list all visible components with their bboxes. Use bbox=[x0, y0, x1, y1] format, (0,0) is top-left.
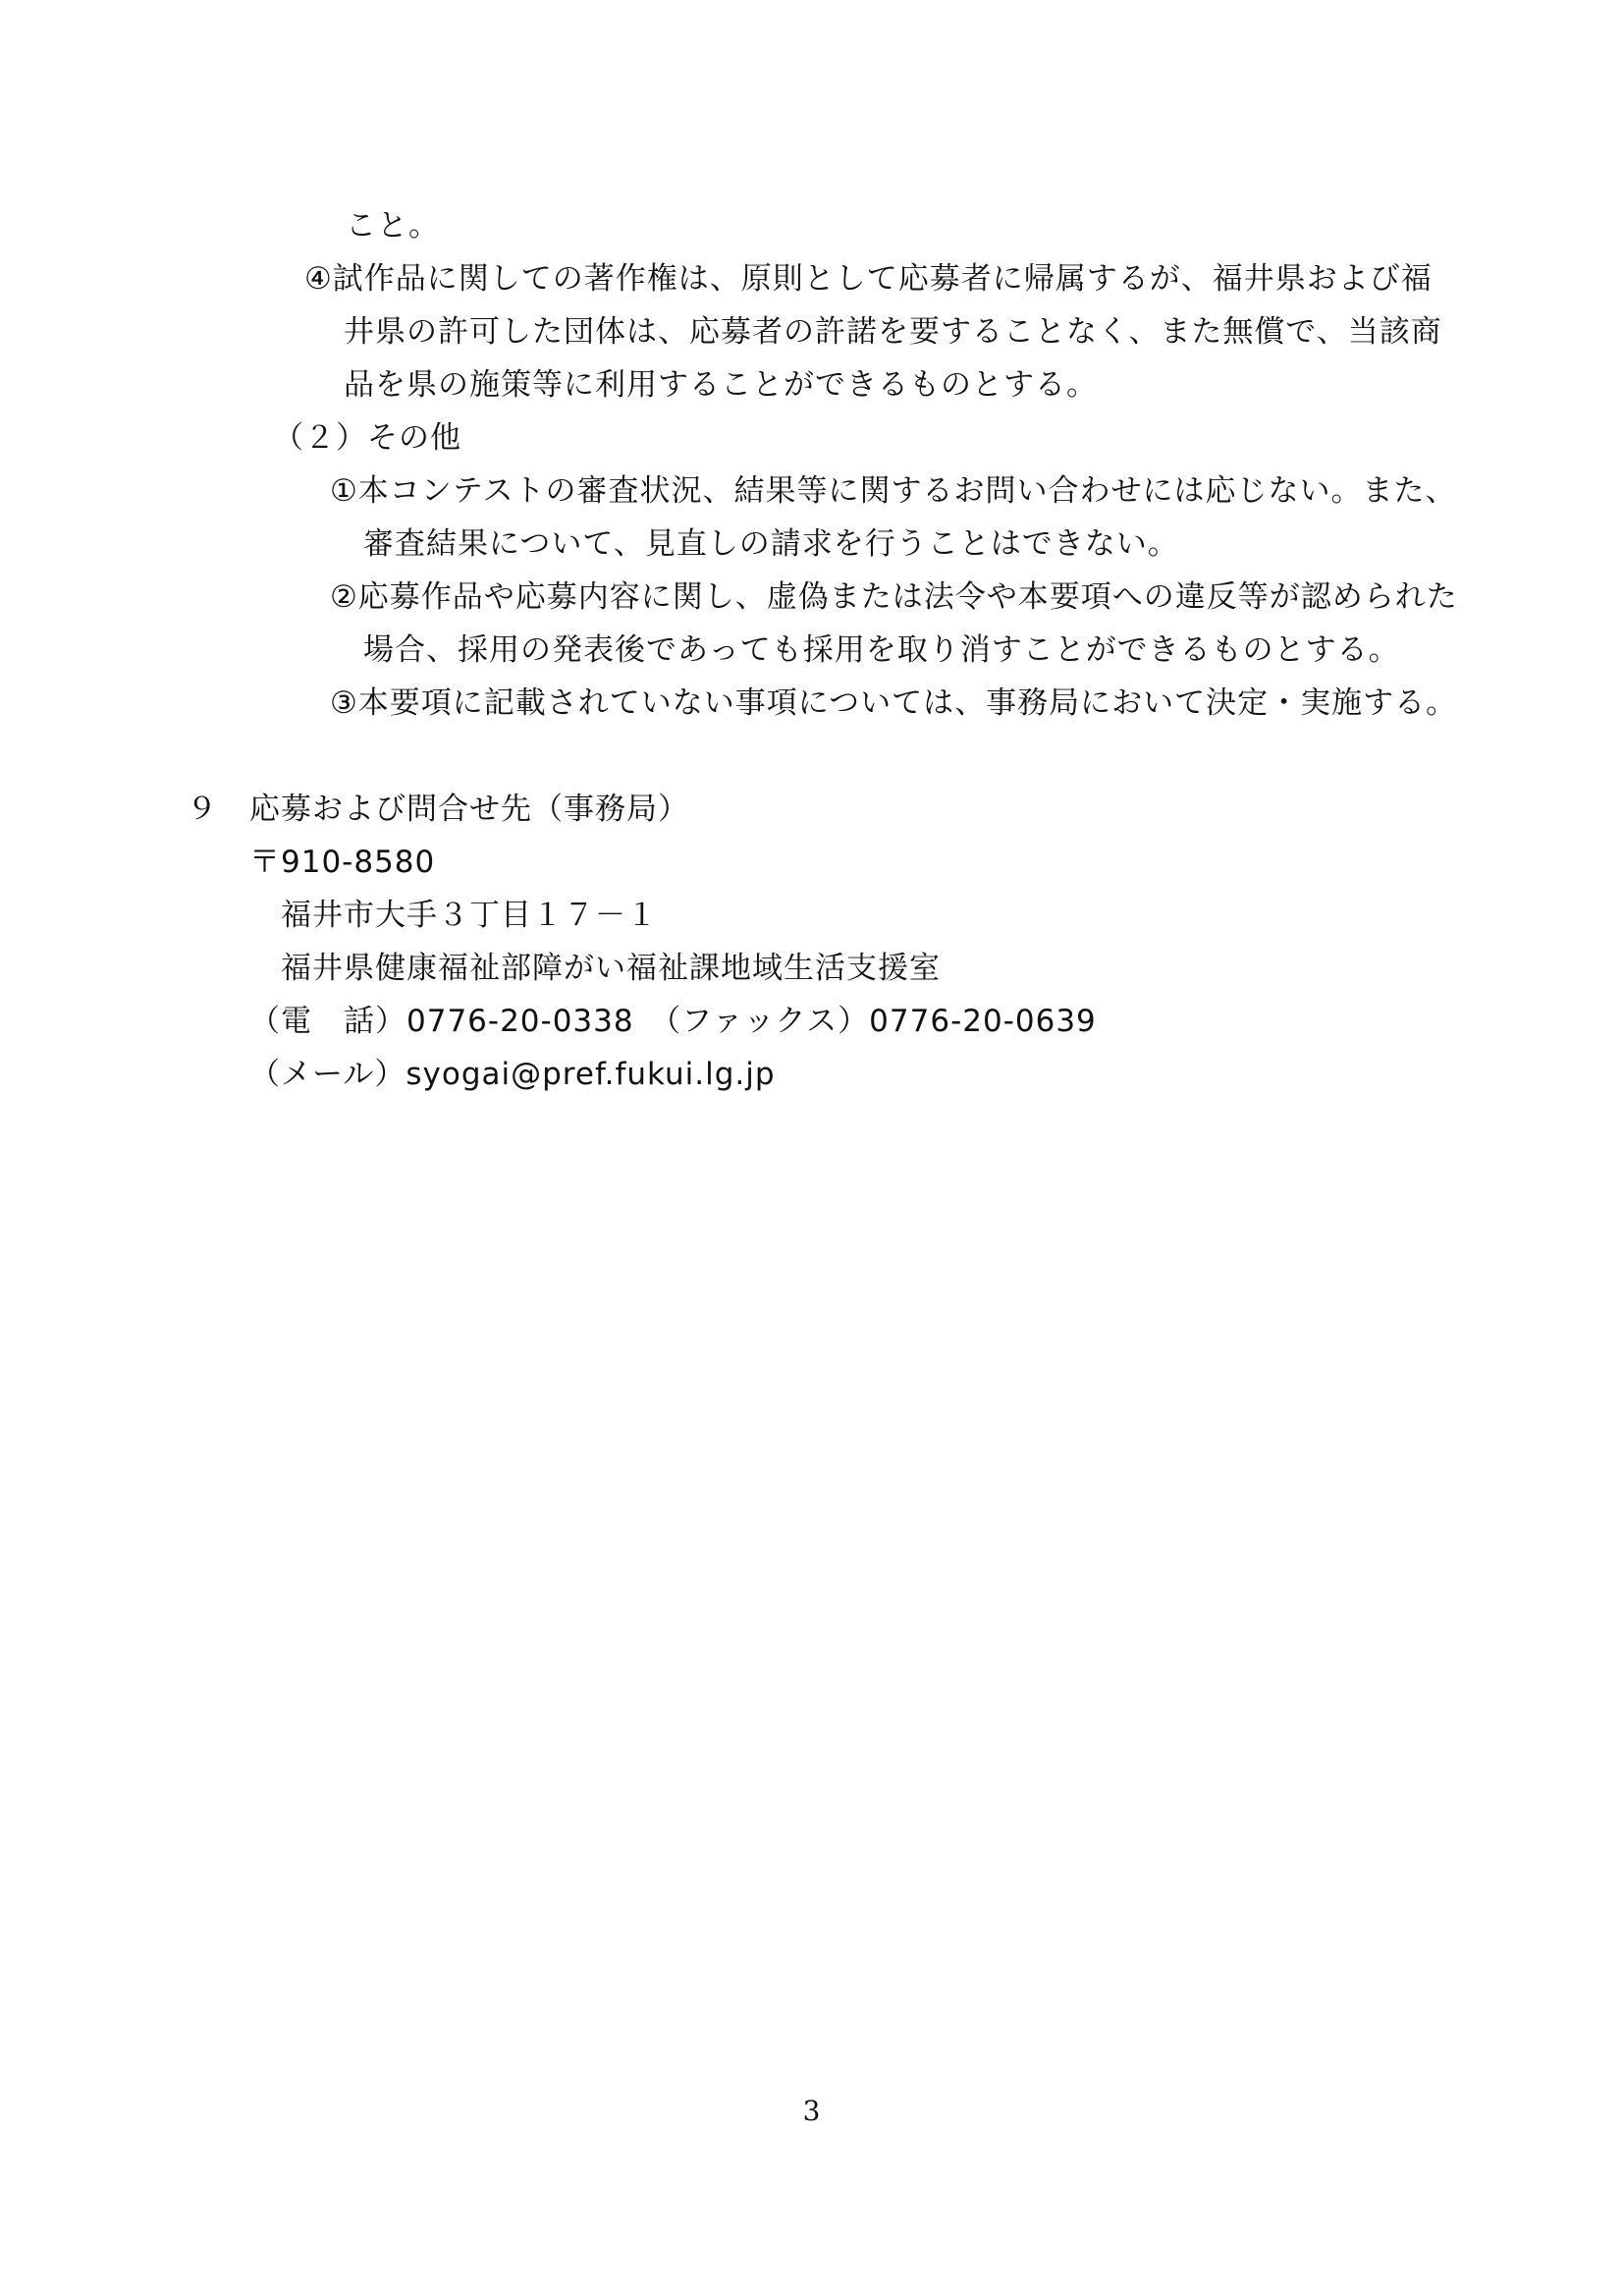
other-heading: （２）その他 bbox=[273, 420, 461, 456]
other-item-2-line-2: 場合、採用の発表後であっても採用を取り消すことができるものとする。 bbox=[363, 632, 1400, 668]
rights-item-line-3: 品を県の施策等に利用することができるものとする。 bbox=[344, 367, 1098, 403]
other-item-3-line-1: ③本要項に記載されていない事項については、事務局において決定・実施する。 bbox=[330, 685, 1458, 721]
phone-fax-line: （電 話）0776-20-0338 （ファックス）0776-20-0639 bbox=[249, 1004, 1097, 1039]
continuation-line: こと。 bbox=[346, 208, 440, 244]
page-number: 3 bbox=[802, 2095, 821, 2127]
other-item-1-line-2: 審査結果について、見直しの請求を行うことはできない。 bbox=[363, 526, 1179, 562]
office-name: 福井県健康福祉部障がい福祉課地域生活支援室 bbox=[281, 951, 941, 986]
address: 福井市大手３丁目１７－１ bbox=[281, 898, 658, 933]
section-9-title: 応募および問合せ先（事務局） bbox=[249, 792, 689, 827]
postal-code: 〒910-8580 bbox=[249, 845, 436, 880]
rights-item-line-2: 井県の許可した団体は、応募者の許諾を要することなく、また無償で、当該商 bbox=[344, 314, 1442, 350]
other-item-1-line-1: ①本コンテストの審査状況、結果等に関するお問い合わせには応じない。また、 bbox=[330, 473, 1457, 509]
section-9-number: ９ bbox=[187, 792, 218, 827]
other-item-2-line-1: ②応募作品や応募内容に関し、虚偽または法令や本要項への違反等が認められた bbox=[330, 579, 1458, 615]
rights-item-line-1: ④試作品に関しての著作権は、原則として応募者に帰属するが、福井県および福 bbox=[304, 261, 1433, 297]
email-line: （メール）syogai@pref.fukui.lg.jp bbox=[249, 1057, 776, 1092]
